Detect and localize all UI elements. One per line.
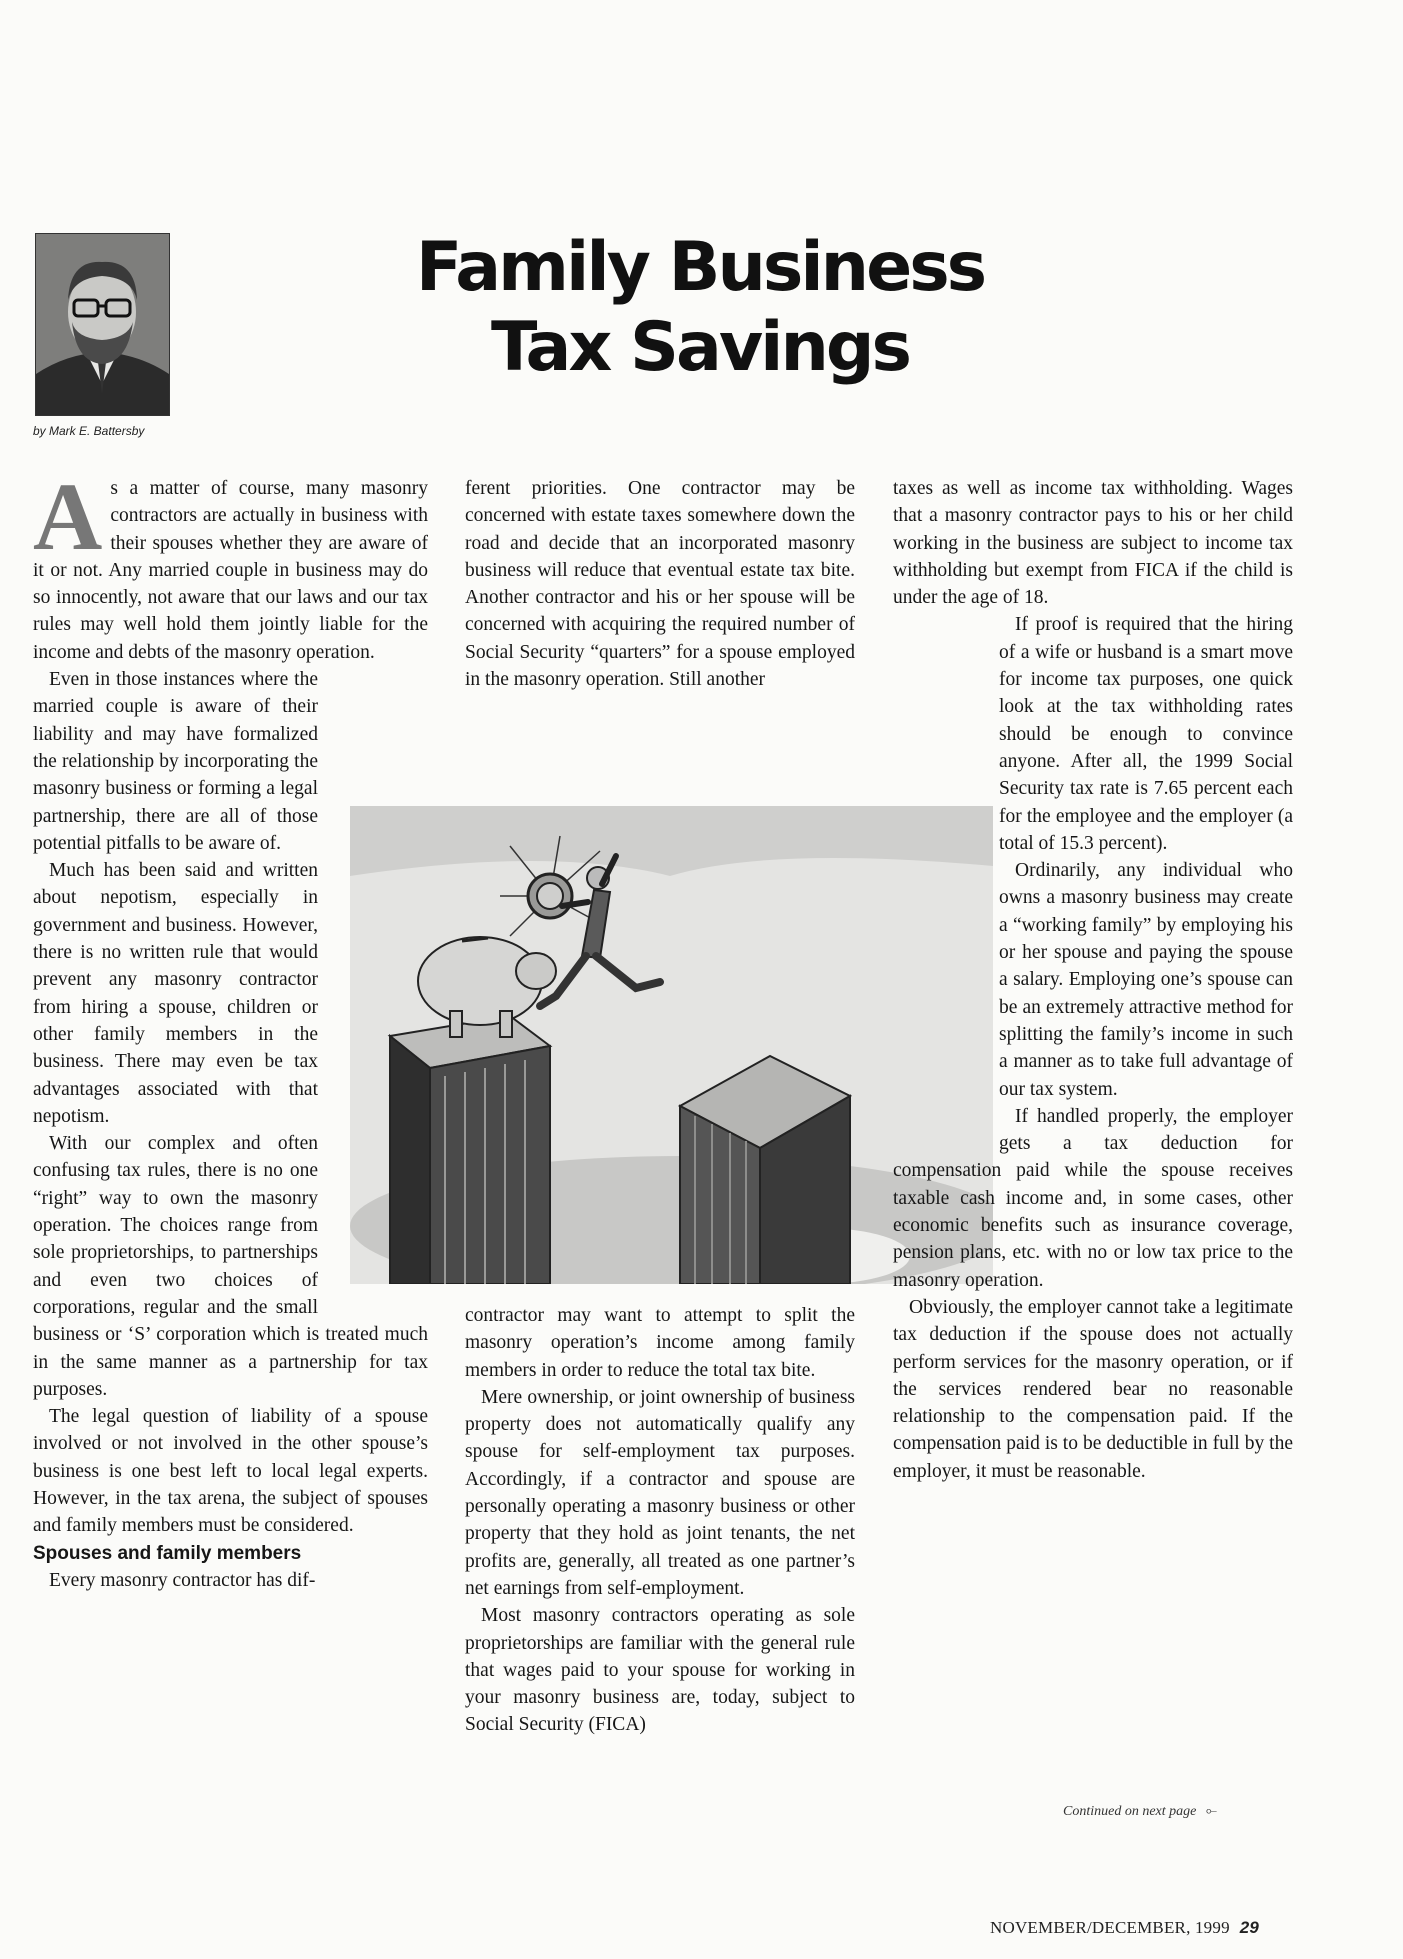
paragraph-text: If proof is required that the hiring of a wife or husband is a smart move for income tax purposes, one quick look at the tax withholding rates should be enough to convince anyone. After all, the 1999 Social Security tax rate is 7.65 percent each for the employee and the employer (a total of 15.3 percent).: [999, 614, 1293, 854]
paragraph: Much has been said and written about nepotism, especially in government and business. However, there is no written rule that would prevent any masonry contractor from hiring a spouse, children or other family members in the business. There may even be tax advantages associated with that nepotism.: [33, 860, 318, 1127]
byline: by Mark E. Battersby: [33, 424, 145, 438]
continued-text: Continued on next page: [1063, 1804, 1197, 1819]
paragraph: Mere ownership, or joint ownership of business property does not automatically qualify any spouse for self-employment tax purposes. Accordingly, if a contractor and spouse are personally operating a masonry business or other property that they hold as joint tenants, the net profits are, generally, all treated as one partner’s net earnings from self-employment.: [465, 1386, 855, 1599]
paragraph: ferent priorities. One contractor may be concerned with estate taxes somewhere down the road and decide that an incorporated masonry business will reduce that eventual estate tax bite. Another contractor and his or her spouse will be concerned with acquiring the required number of Social Security “quarters” for a spouse employed in the masonry operation. Still another: [465, 478, 855, 691]
column-2-bottom: [465, 1302, 855, 1739]
article-title: [250, 228, 1150, 388]
continued-note: [1063, 1804, 1217, 1820]
illustration-wrap-space: [893, 665, 999, 1145]
title-line-2: Tax Savings: [490, 308, 910, 387]
author-portrait-image: [36, 234, 169, 415]
page-footer: [990, 1918, 1259, 1938]
paragraph-text: Even in those instances where the married couple is aware of their liability and may have formalized the relationship by incorporating the masonry business or forming a legal partnership, there are all of those potential pitfalls to be aware of.: [33, 669, 318, 854]
author-photo: [35, 233, 170, 416]
paragraph: Most masonry contractors operating as sole proprietorships are familiar with the general rule that wages paid to your spouse for working in your masonry business are, today, subject to Social Security (FICA): [465, 1605, 855, 1736]
section-subhead: Spouses and family members: [33, 1542, 302, 1564]
paragraph: [893, 611, 1293, 857]
column-2-top: [465, 475, 855, 693]
paragraph-text: s a matter of course, many masonry contractors are actually in business with their spouses whether they are aware of it or not. Any married couple in business may do so innocently, not aware that our laws and our tax rules may well hold them jointly liable for the income and debts of the masonry operation.: [33, 478, 428, 663]
arrow-icon: ⟜: [1205, 1804, 1218, 1819]
paragraph: With our complex and often confusing tax rules, there is no one “right” way to own the masonry operation. The choices range from sole proprietorships, to partnerships and even two choices of corporations, regular and the small business or ‘S’ corporation which is treated much in the same manner as a partnership for tax purposes.: [33, 1133, 428, 1400]
paragraph: contractor may want to attempt to split the masonry operation’s income among family members in order to reduce the total tax bite.: [465, 1305, 855, 1381]
paragraph: If handled properly, the employer gets a tax deduction for compensation paid while the spouse receives taxable cash income and, in some cases, other economic benefits such as insurance coverage, pension plans, etc. with no or low tax price to the masonry operation.: [893, 1105, 1293, 1291]
paragraph: Every masonry contractor has dif-: [49, 1569, 316, 1591]
drop-cap: A: [33, 463, 103, 570]
paragraph: [33, 463, 428, 666]
paragraph: taxes as well as income tax withholding. Wages that a masonry contractor pays to his or her child working in the business are subject to income tax withholding but exempt from FICA if the child is under the age of 18.: [893, 478, 1293, 609]
page-number: 29: [1239, 1918, 1260, 1937]
paragraph: The legal question of liability of a spouse involved or not involved in the other spouse’s business is one best left to local legal experts. However, in the tax arena, the subject of spouses and family members must be considered.: [33, 1406, 428, 1537]
paragraph: Ordinarily, any individual who owns a masonry business may create a “working family” by employing his or her spouse and paying the spouse a salary. Employing one’s spouse can be an extremely attractive method for splitting the family’s income in such a manner as to take full advantage of our tax system.: [999, 860, 1293, 1100]
paragraph: Obviously, the employer cannot take a legitimate tax deduction if the spouse does not actually perform services for the masonry operation, or if the services rendered bear no reasonable relationship to the compensation paid. If the compensation paid is to be deductible in full by the employer, it must be reasonable.: [893, 1296, 1293, 1482]
title-line-1: Family Business: [415, 228, 985, 307]
column-3: [893, 475, 1293, 1485]
issue-date: NOVEMBER/DECEMBER, 1999: [990, 1918, 1230, 1937]
